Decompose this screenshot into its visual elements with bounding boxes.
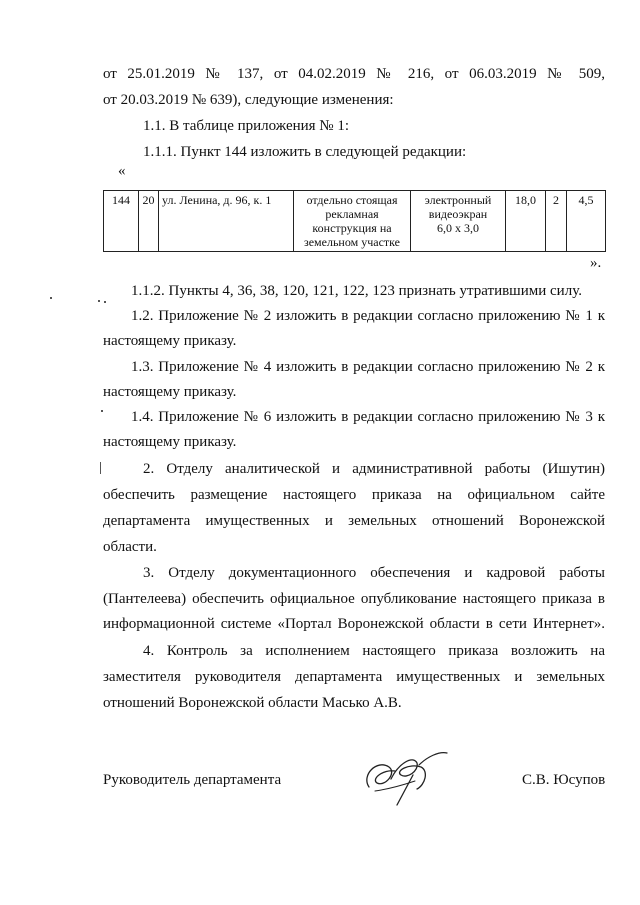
media-line-3: 6,0 х 3,0	[437, 221, 479, 235]
structure-type-line-4: земельном участке	[303, 235, 401, 249]
cell-address: ул. Ленина, д. 96, к. 1	[159, 191, 294, 252]
cell-number: 144	[104, 191, 139, 252]
item-2-line-1: 2. Отделу аналитической и административной работы (Ишутин)	[143, 461, 605, 477]
item-2-line-2: обеспечить размещение настоящего приказа на официальном сайте	[103, 487, 605, 503]
scan-speck	[100, 462, 101, 474]
handwritten-signature	[355, 745, 455, 810]
item-1-4-line-1: 1.4. Приложение № 6 изложить в редакции согласно приложению № 3 к	[131, 409, 605, 425]
item-4-line-2: заместителя руководителя департамента имущественных и земельных	[103, 669, 605, 685]
item-3-line-1: 3. Отделу документационного обеспечения и кадровой работы	[143, 565, 605, 581]
item-1-2-line-1: 1.2. Приложение № 2 изложить в редакции согласно приложению № 1 к	[131, 308, 605, 324]
cell-media	[411, 191, 506, 252]
item-1-4-line-2: настоящему приказу.	[103, 434, 237, 450]
amendment-table	[103, 190, 606, 252]
close-quote: ».	[590, 255, 602, 271]
item-1-1-2: 1.1.2. Пункты 4, 36, 38, 120, 121, 122, 123 признать утратившими силу.	[131, 283, 582, 299]
item-4-line-1: 4. Контроль за исполнением настоящего приказа возложить на	[143, 643, 605, 659]
item-4-line-3: отношений Воронежской области Масько А.В.	[103, 695, 402, 711]
intro-line-1: от 25.01.2019 № 137, от 04.02.2019 № 216, от 06.03.2019 № 509,	[103, 66, 605, 82]
cell-sides: 2	[546, 191, 567, 252]
item-1-2-line-2: настоящему приказу.	[103, 333, 237, 349]
item-1-1: 1.1. В таблице приложения № 1:	[143, 118, 350, 134]
structure-type-line-2: рекламная	[325, 207, 379, 221]
item-1-3-line-2: настоящему приказу.	[103, 384, 237, 400]
item-1-3-line-1: 1.3. Приложение № 4 изложить в редакции согласно приложению № 2 к	[131, 359, 605, 375]
item-2-line-4: области.	[103, 539, 157, 555]
intro-line-2: от 20.03.2019 № 639), следующие изменения:	[103, 92, 394, 108]
open-quote: «	[118, 163, 126, 179]
scan-speck	[104, 301, 106, 303]
item-2-line-3: департамента имущественных и земельных отношений Воронежской	[103, 513, 605, 529]
cell-structure-type	[294, 191, 411, 252]
scan-speck	[50, 297, 52, 299]
scan-speck	[101, 410, 103, 412]
media-line-2: видеоэкран	[428, 207, 488, 221]
item-1-1-1: 1.1.1. Пункт 144 изложить в следующей редакции:	[143, 144, 467, 160]
structure-type-line-3: конструкция на	[312, 221, 392, 235]
signatory-position: Руководитель департамента	[103, 772, 282, 788]
structure-type-line-1: отдельно стоящая	[306, 193, 398, 207]
table-row	[104, 191, 606, 252]
cell-col2: 20	[139, 191, 159, 252]
item-3-line-2: (Пантелеева) обеспечить официальное опубликование настоящего приказа в	[103, 591, 605, 607]
signatory-name: С.В. Юсупов	[522, 772, 606, 788]
cell-area: 18,0	[506, 191, 546, 252]
cell-value: 4,5	[567, 191, 606, 252]
item-3-line-3: информационной системе «Портал Воронежской области в сети Интернет».	[103, 616, 605, 632]
media-line-1: электронный	[424, 193, 492, 207]
scan-speck	[98, 300, 100, 302]
